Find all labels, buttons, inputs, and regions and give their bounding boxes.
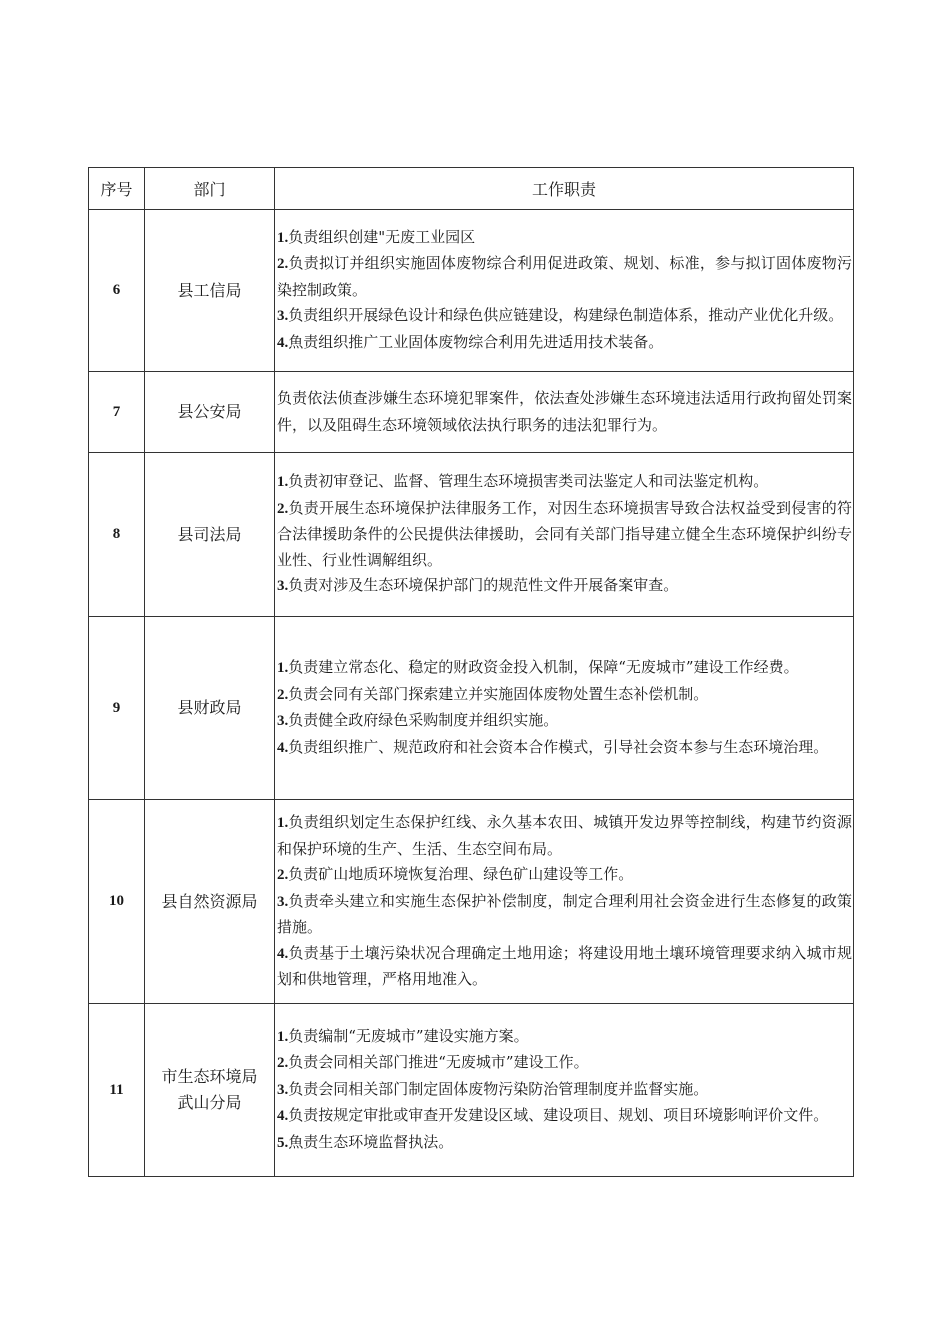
duty-cell — [275, 453, 854, 617]
department-name: 县司法局 — [145, 453, 275, 617]
header-no: 序号 — [89, 168, 145, 210]
duty-item: 4.负责组织推广、规范政府和社会资本合作模式，引导社会资本参与生态环境治理。 — [277, 737, 829, 756]
table-header — [89, 168, 854, 210]
duty-item: 负责依法侦查涉嫌生态环境犯罪案件，依法查处涉嫌生态环境违法适用行政拘留处罚案件，以及阻碍生态环境领域依法执行职务的违法犯罪行为。 — [277, 389, 852, 434]
department-name: 县财政局 — [145, 617, 275, 800]
duty-item: 2.负责会同有关部门探索建立并实施固体废物处置生态补偿机制。 — [277, 684, 709, 703]
duty-item: 3.负责健全政府绿色采购制度并组织实施。 — [277, 711, 559, 729]
duty-item: 4.负责基于土壤污染状况合理确定土地用途；将建设用地土壤环境管理要求纳入城市规划和供地管理，严格用地准入。 — [277, 943, 852, 989]
duty-item: 3.负责牵头建立和实施生态保护补偿制度，制定合理利用社会资金进行生态修复的政策措施。 — [277, 891, 852, 937]
duty-cell — [275, 1004, 854, 1177]
department-name: 县自然资源局 — [145, 800, 275, 1004]
table-row — [89, 372, 854, 453]
table-row — [89, 617, 854, 800]
duty-item: 4.负责按规定审批或审查开发建设区域、建设项目、规划、项目环境影响评价文件。 — [277, 1106, 829, 1125]
department-name: 县公安局 — [145, 372, 275, 453]
duty-item: 1.负责编制“无废城市”建设实施方案。 — [277, 1026, 529, 1045]
duty-cell — [275, 800, 854, 1004]
duty-item: 2.负责矿山地质环境恢复治理、绿色矿山建设等工作。 — [277, 865, 634, 884]
duty-cell — [275, 617, 854, 800]
duty-item: 3.负责对涉及生态环境保护部门的规范性文件开展备案审查。 — [277, 576, 679, 595]
header-row — [89, 168, 854, 210]
row-number: 8 — [89, 453, 145, 617]
department-name: 市生态环境局武山分局 — [145, 1004, 275, 1177]
duty-cell — [275, 210, 854, 372]
duty-item: 1.负责建立常态化、稳定的财政资金投入机制，保障“无废城市”建设工作经费。 — [277, 658, 799, 676]
duty-item: 1.负责初审登记、监督、管理生态环境损害类司法鉴定人和司法鉴定机构。 — [277, 472, 769, 491]
row-number: 9 — [89, 617, 145, 800]
duty-table — [88, 167, 854, 1177]
duty-item: 3.负责会同相关部门制定固体废物污染防治管理制度并监督实施。 — [277, 1079, 709, 1098]
department-name: 县工信局 — [145, 210, 275, 372]
duty-item: 4.魚责组织推广工业固体废物综合利用先进适用技术装备。 — [277, 332, 664, 351]
table-body — [89, 210, 854, 1177]
table-row — [89, 453, 854, 617]
duty-item: 3.负责组织开展绿色设计和绿色供应链建设，构建绿色制造体系，推动产业优化升级。 — [277, 306, 844, 325]
row-number: 10 — [89, 800, 145, 1004]
duty-item: 1.负责组织划定生态保护红线、永久基本农田、城镇开发边界等控制线，构建节约资源和保护环境的生产、生活、生态空间布局。 — [277, 813, 852, 858]
row-number: 6 — [89, 210, 145, 372]
table-row — [89, 210, 854, 372]
duty-cell — [275, 372, 854, 453]
duty-item: 2.负责会同相关部门推进“无废城市”建设工作。 — [277, 1053, 589, 1072]
duty-item: 2.负责开展生态环境保护法律服务工作，对因生态环境损害导致合法权益受到侵害的符合法律援助条件的公民提供法律援助，会同有关部门指导建立健全生态环境保护纠纷专业性、行业性调解组织。 — [277, 498, 852, 569]
table-row — [89, 1004, 854, 1177]
header-duty: 工作职责 — [275, 168, 854, 210]
duty-item: 1.负责组织创建"无废工业园区 — [277, 227, 476, 246]
row-number: 11 — [89, 1004, 145, 1177]
duty-item: 5.魚责生态环境监督执法。 — [277, 1132, 454, 1151]
row-number: 7 — [89, 372, 145, 453]
table-row — [89, 800, 854, 1004]
header-dept: 部门 — [145, 168, 275, 210]
duty-item: 2.负责拟订并组织实施固体废物综合利用促进政策、规划、标准，参与拟订固体废物污染控制政策。 — [277, 254, 852, 299]
